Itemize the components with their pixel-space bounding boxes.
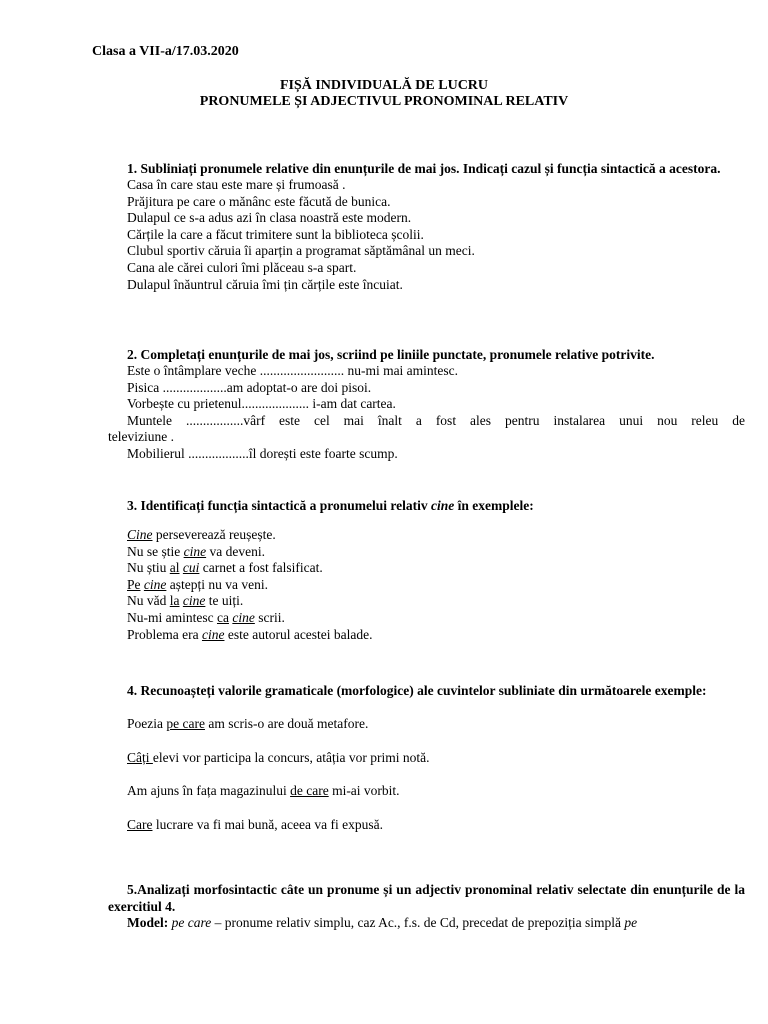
line-text: elevi vor participa la concurs, atâția vor primi notă.	[152, 749, 430, 765]
exercise-1-line: Cărțile la care a făcut trimitere sunt la biblioteca școlii.	[127, 226, 424, 242]
model-label: Model:	[127, 915, 169, 930]
underlined-word: de care	[290, 783, 329, 799]
exercise-4-line	[127, 817, 745, 834]
underlined-word: la	[169, 593, 180, 609]
exercise-4-line	[127, 716, 745, 733]
exercise-2-line: Mobilierul ..................îl dorești este foarte scump.	[127, 445, 398, 461]
worksheet-subtitle: PRONUMELE ȘI ADJECTIVUL PRONOMINAL RELATIV	[199, 94, 569, 109]
exercise-3	[108, 497, 745, 643]
exercise-2-line: Vorbește cu prietenul.................... i-am dat cartea.	[127, 396, 396, 412]
line-text: lucrare va fi mai bună, aceea va fi expusă.	[152, 816, 383, 832]
exercise-1	[108, 160, 745, 293]
exercise-1-line: Clubul sportiv căruia îi aparțin a programat săptămânal un meci.	[127, 243, 475, 259]
exercise-2	[108, 346, 745, 463]
exercise-1-line: Dulapul înăuntrul căruia îmi țin cărțile este încuiat.	[127, 276, 403, 292]
worksheet-title: FIȘĂ INDIVIDUALĂ DE LUCRU	[279, 78, 489, 93]
exercise-1-line: Casa în care stau este mare și frumoasă .	[127, 177, 346, 192]
underlined-word: ca	[216, 609, 229, 625]
exercise-3-line	[127, 593, 745, 610]
line-text: am scris-o are două metafore.	[204, 716, 369, 731]
exercise-3-question	[108, 497, 745, 514]
model-text: – pronume relativ simplu, caz Ac., f.s. de Cd, precedat de prepoziția simplă	[211, 915, 625, 930]
exercise-2-line: Muntele .................vârf este cel mai înalt a fost ales pentru instalarea unui nou releu de	[127, 412, 745, 428]
underlined-word: Care	[127, 816, 153, 832]
underlined-word: cine	[143, 576, 167, 592]
exercise-3-question-word: cine	[431, 498, 455, 513]
exercise-3-line	[127, 577, 745, 594]
underlined-word: cine	[182, 593, 206, 609]
class-date: Clasa a VII-a/17.03.2020	[92, 44, 239, 59]
model-word: pe care	[168, 915, 212, 930]
line-text: Problema era	[127, 626, 202, 642]
exercise-1-line: Prăjitura pe care o mănânc este făcută de bunica.	[127, 193, 391, 209]
exercise-1-line: Cana ale cărei culori îmi plăceau s-a spart.	[127, 259, 357, 275]
exercise-4-question: 4. Recunoașteți valorile gramaticale (morfologice) ale cuvintelor subliniate din următoarele exemple:	[127, 683, 707, 698]
exercise-2-question: 2. Completați enunțurile de mai jos, scriind pe liniile punctate, pronumele relative potrivite.	[127, 347, 655, 362]
exercise-4	[108, 682, 745, 833]
line-text: aștepți nu va veni.	[166, 576, 268, 592]
underlined-word: Câți	[127, 749, 153, 765]
exercise-3-line	[127, 527, 745, 544]
line-text: perseverează reușește.	[152, 527, 276, 542]
model-end: pe	[624, 915, 638, 930]
line-text: Nu-mi amintesc	[127, 609, 217, 625]
underlined-word: Cine	[127, 527, 153, 542]
underlined-word: pe care	[166, 716, 205, 731]
exercise-2-line: televiziune .	[108, 429, 174, 445]
underlined-word: cine	[232, 609, 255, 625]
line-text: carnet a fost falsificat.	[199, 560, 323, 576]
exercise-3-line	[127, 544, 745, 561]
line-text: Am ajuns în fața magazinului	[127, 783, 291, 799]
underlined-word: cine	[183, 543, 207, 559]
exercise-5	[108, 881, 745, 932]
line-text: mi-ai vorbit.	[328, 783, 400, 799]
exercise-3-question-end: în exemplele:	[454, 498, 534, 513]
exercise-4-line	[127, 783, 745, 800]
exercise-3-line	[127, 560, 745, 577]
exercise-1-line: Dulapul ce s-a adus azi în clasa noastră este modern.	[127, 210, 412, 226]
exercise-5-question: 5.Analizați morfosintactic câte un pronume și un adjectiv pronominal relativ selectate din enunțurile de la exercitiul 4.	[108, 882, 745, 914]
exercise-2-line: Pisica ...................am adoptat-o are doi pisoi.	[127, 379, 372, 395]
line-text: Poezia	[127, 716, 167, 731]
line-text: te uiți.	[205, 593, 244, 609]
underlined-word: Pe	[127, 576, 141, 592]
line-text: este autorul acestei balade.	[224, 626, 373, 642]
underlined-word: cui	[182, 560, 200, 576]
underlined-word: cine	[201, 626, 225, 642]
exercise-3-line	[127, 627, 745, 644]
exercise-1-question: 1. Subliniați pronumele relative din enunțurile de mai jos. Indicați cazul și funcția sintactică a acestora.	[127, 161, 721, 176]
exercise-2-line: Este o întâmplare veche ......................... nu-mi mai amintesc.	[127, 363, 459, 378]
underlined-word: al	[169, 560, 180, 576]
exercise-4-line	[127, 750, 745, 767]
exercise-3-question-text: 3. Identificați funcția sintactică a pronumelui relativ	[127, 498, 431, 513]
line-text: Nu văd	[127, 593, 170, 609]
line-text: scrii.	[254, 609, 285, 625]
line-text: va deveni.	[206, 543, 265, 559]
exercise-3-line	[127, 610, 745, 627]
exercise-5-model	[127, 915, 745, 932]
line-text: Nu știu	[127, 560, 170, 576]
line-text: Nu se știe	[127, 543, 184, 559]
